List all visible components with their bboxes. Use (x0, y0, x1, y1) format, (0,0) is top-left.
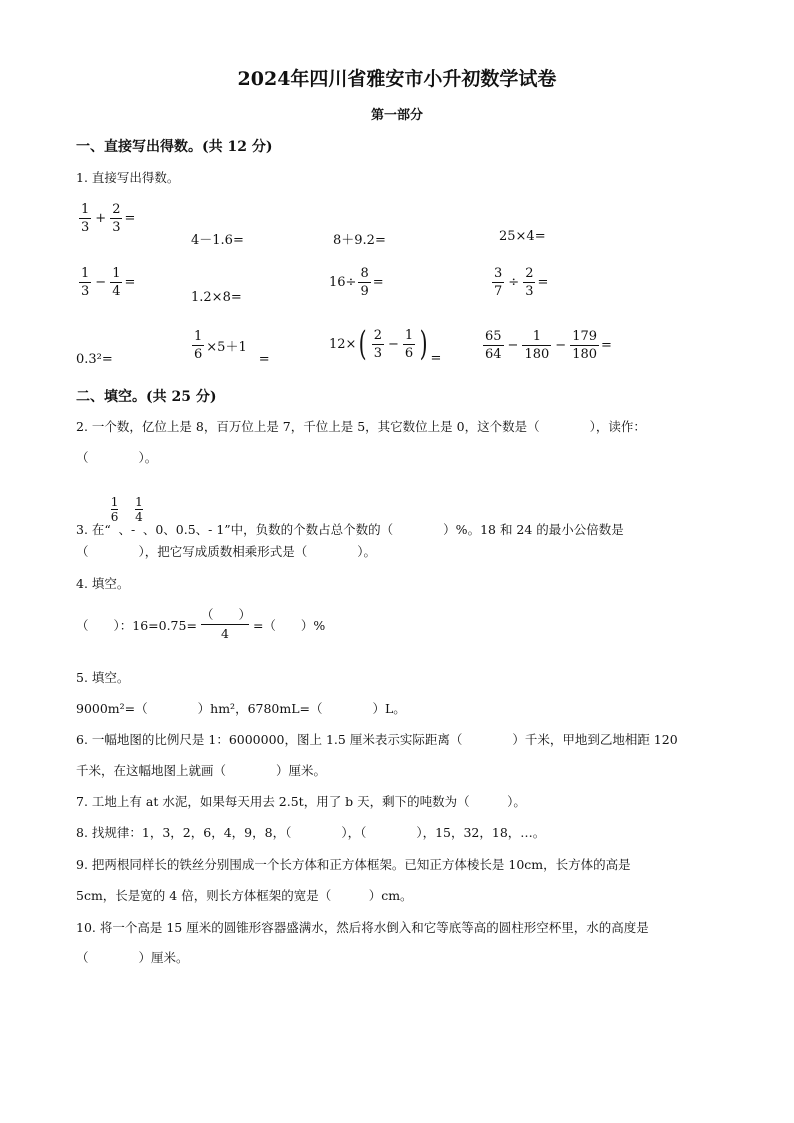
fraction (79, 202, 91, 235)
calc-1b: 4－1.6= (191, 233, 244, 248)
numerator: 179 (572, 329, 598, 344)
fraction (192, 329, 204, 362)
question-2-line-2: （ ）。 (76, 450, 158, 465)
equals: = (537, 275, 549, 290)
denominator: 3 (81, 220, 90, 235)
fraction (201, 606, 249, 643)
numerator: 1 (135, 495, 143, 509)
q3-separator: 、- (118, 522, 136, 537)
prefix: 12× (329, 336, 357, 352)
q4-right: =（ ）% (252, 617, 326, 633)
calc-1a (77, 202, 135, 235)
denominator: 3 (525, 284, 534, 299)
left-paren: ( (359, 324, 368, 364)
equals: = (258, 352, 270, 367)
fraction (135, 495, 143, 524)
numerator: 8 (360, 266, 369, 281)
numerator: 1 (81, 202, 90, 217)
equals: = (124, 275, 136, 290)
numerator: 1 (112, 266, 121, 281)
question-6-line-1: 6. 一幅地图的比例尺是 1：6000000，图上 1.5 厘米表示实际距离（ ）千米，甲地到乙地相距 120 (76, 732, 678, 747)
calc-2d (490, 266, 548, 299)
question-5-line: 9000m²=（ ）hm²，6780mL=（ ）L。 (76, 701, 406, 716)
question-9-line-2: 5cm，长是宽的 4 倍，则长方体框架的宽是（ ）cm。 (76, 888, 413, 903)
calc-1d: 25×4= (499, 229, 546, 244)
operator: − (507, 338, 519, 353)
calc-3a: 0.3²= (76, 352, 113, 367)
numerator: 1 (532, 329, 541, 344)
numerator: 3 (494, 266, 503, 281)
calc-1c: 8＋9.2= (333, 233, 386, 248)
denominator: 6 (110, 510, 119, 524)
calc-2a (77, 266, 135, 299)
question-7-line: 7. 工地上有 at 水泥，如果每天用去 2.5t，用了 b 天，剩下的吨数为（ ）。 (76, 794, 526, 809)
fraction (358, 266, 370, 299)
fraction (403, 328, 415, 361)
prefix: 16÷ (329, 275, 357, 290)
numerator: 1 (110, 495, 119, 509)
numerator: 2 (373, 327, 382, 343)
section-heading-2: 二、填空。(共 25 分) (76, 389, 217, 405)
question-8-line: 8. 找规律：1，3，2，6，4，9，8，（ ），（ ），15，32，18，…。 (76, 825, 546, 840)
equals: = (124, 211, 136, 226)
numerator: 2 (525, 266, 534, 281)
calc-3b (190, 329, 270, 367)
denominator: 180 (572, 347, 598, 362)
fraction (110, 266, 122, 299)
question-4-equation (76, 606, 325, 643)
operator: − (555, 338, 567, 353)
denominator: 4 (135, 510, 143, 524)
fraction (570, 329, 599, 362)
q4-left: （ ）：16=0.75= (76, 617, 197, 633)
fraction (522, 329, 551, 362)
denominator: 4 (112, 284, 121, 299)
question-6-line-2: 千米，在这幅地图上就画（ ）厘米。 (76, 763, 327, 778)
numerator: 65 (485, 329, 502, 344)
denominator: 3 (112, 220, 121, 235)
calc-3c (329, 324, 442, 366)
calc-2b: 1.2×8= (191, 290, 242, 305)
operator: ÷ (508, 275, 520, 290)
numerator: 1 (194, 329, 203, 344)
denominator: 6 (194, 347, 203, 362)
suffix: ×5＋1 (206, 340, 247, 355)
question-3-line-2: （ ），把它写成质数相乘形式是（ ）。 (76, 544, 377, 559)
fraction (110, 202, 122, 235)
right-paren: ) (419, 324, 428, 364)
question-10-line-1: 10. 将一个高是 15 厘米的圆锥形容器盛满水，然后将水倒入和它等底等高的圆柱形空杯里，水的高度是 (76, 920, 649, 935)
denominator: 6 (404, 345, 414, 361)
denominator: 64 (485, 347, 502, 362)
fraction (79, 266, 91, 299)
q3-suffix: 、0、0.5、- 1”中，负数的个数占总个数的（ ）%。18 和 24 的最小公倍数是 (142, 522, 624, 537)
denominator: 4 (201, 624, 249, 643)
equals: = (601, 338, 612, 353)
question-5-prompt: 5. 填空。 (76, 670, 130, 685)
question-10-line-2: （ ）厘米。 (76, 950, 189, 965)
fraction (372, 328, 384, 361)
equals: = (430, 350, 442, 366)
numerator: （ ） (200, 607, 251, 622)
numerator: 1 (81, 266, 90, 281)
question-9-line-1: 9. 把两根同样长的铁丝分别围成一个长方体和正方体框架。已知正方体棱长是 10cm，长方体的高是 (76, 857, 631, 872)
fraction (111, 495, 119, 524)
fraction (483, 329, 504, 362)
numerator: 2 (112, 202, 121, 217)
denominator: 3 (373, 345, 382, 361)
operator: + (95, 211, 107, 226)
fraction (523, 266, 535, 299)
question-3-line-1 (76, 495, 624, 538)
fraction (492, 266, 504, 299)
question-4-prompt: 4. 填空。 (76, 576, 130, 591)
q3-prefix: 3. 在“ (76, 522, 111, 537)
operator: − (387, 336, 399, 352)
calc-3d (481, 329, 612, 362)
page-title: 2024年四川省雅安市小升初数学试卷 (237, 68, 557, 90)
denominator: 180 (524, 347, 550, 362)
operator: − (95, 275, 107, 290)
numerator: 1 (404, 327, 414, 343)
section-heading-1: 一、直接写出得数。(共 12 分) (76, 139, 273, 155)
denominator: 7 (494, 284, 503, 299)
denominator: 3 (81, 284, 90, 299)
question-2-line-1: 2. 一个数，亿位上是 8，百万位上是 7，千位上是 5，其它数位上是 0，这个数是（ ），读作： (76, 419, 646, 434)
question-1-prompt: 1. 直接写出得数。 (76, 170, 180, 185)
equals: = (372, 275, 384, 290)
denominator: 9 (360, 284, 369, 299)
calc-2c (329, 266, 384, 299)
page-subtitle: 第一部分 (370, 108, 423, 123)
